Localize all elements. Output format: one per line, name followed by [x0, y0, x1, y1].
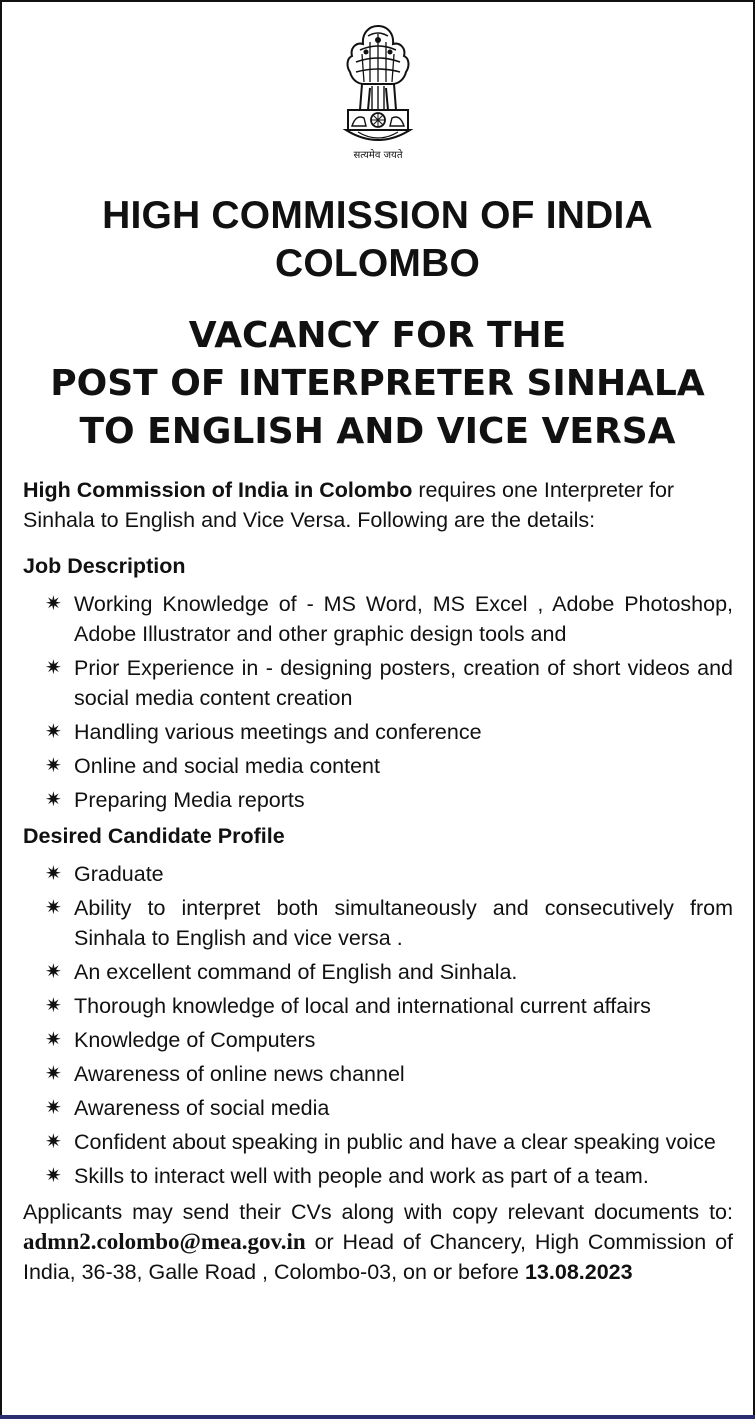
bullet-star-icon: ✷ [45, 897, 62, 919]
candidate-profile-item-text: Skills to interact well with people and work as part of a team. [74, 1164, 649, 1188]
vacancy-title-line-2: POST OF INTERPRETER SINHALA [50, 363, 705, 404]
vacancy-title-line-1: VACANCY FOR THE [188, 315, 567, 356]
bullet-star-icon: ✷ [45, 657, 62, 679]
job-description-item-text: Working Knowledge of - MS Word, MS Excel , Adobe Photoshop, Adobe Illustrator and other graphic design tools and [74, 592, 733, 646]
candidate-profile-item [23, 957, 733, 987]
closing-text-after: or Head of Chancery, High Commission of India, 36-38, Galle Road , Colombo-03, on or before [23, 1230, 733, 1284]
job-description-item-text: Handling various meetings and conference [74, 720, 482, 744]
candidate-profile-item-text: Knowledge of Computers [74, 1028, 316, 1052]
candidate-profile-item-text: Ability to interpret both simultaneously and consecutively from Sinhala to English and vice versa . [74, 896, 733, 950]
bullet-star-icon: ✷ [45, 863, 62, 885]
bullet-star-icon: ✷ [45, 1165, 62, 1187]
vacancy-title-line-3: TO ENGLISH AND VICE VERSA [79, 411, 676, 452]
candidate-profile-item-text: Awareness of social media [74, 1096, 330, 1120]
national-emblem [335, 22, 421, 164]
candidate-profile-item [23, 1127, 733, 1157]
job-description-item-text: Prior Experience in - designing posters, creation of short videos and social media content creation [74, 656, 733, 710]
contact-email[interactable]: admn2.colombo@mea.gov.in [23, 1229, 306, 1254]
candidate-profile-item [23, 859, 733, 889]
bullet-star-icon: ✷ [45, 789, 62, 811]
candidate-profile-item-text: Thorough knowledge of local and international current affairs [74, 994, 651, 1018]
bullet-star-icon: ✷ [45, 961, 62, 983]
notice-body [23, 475, 733, 1309]
org-title-line-2: COLOMBO [274, 242, 481, 285]
candidate-profile-item [23, 893, 733, 953]
bullet-star-icon: ✷ [45, 721, 62, 743]
bottom-rule [0, 1415, 755, 1419]
bullet-star-icon: ✷ [45, 593, 62, 615]
candidate-profile-item-text: An excellent command of English and Sinhala. [74, 960, 518, 984]
candidate-profile-item-text: Awareness of online news channel [74, 1062, 405, 1086]
candidate-profile-item [23, 1161, 733, 1191]
intro-paragraph [23, 475, 733, 535]
candidate-profile-item [23, 1059, 733, 1089]
candidate-profile-item-text: Confident about speaking in public and have a clear speaking voice [74, 1130, 716, 1154]
job-description-item [23, 717, 733, 747]
candidate-profile-item [23, 1025, 733, 1055]
application-deadline: 13.08.2023 [524, 1260, 633, 1284]
job-description-item [23, 653, 733, 713]
intro-org-name: High Commission of India in Colombo [23, 478, 413, 502]
bullet-star-icon: ✷ [45, 755, 62, 777]
organization-title [0, 192, 755, 288]
candidate-profile-list [23, 859, 733, 1191]
job-description-item-text: Online and social media content [74, 754, 380, 778]
candidate-profile-item [23, 991, 733, 1021]
job-description-item [23, 785, 733, 815]
bullet-star-icon: ✷ [45, 1097, 62, 1119]
job-description-item-text: Preparing Media reports [74, 788, 305, 812]
job-description-item [23, 589, 733, 649]
bullet-star-icon: ✷ [45, 1029, 62, 1051]
closing-text-before: Applicants may send their CVs along with copy relevant documents to: [23, 1200, 733, 1224]
emblem-motto: सत्यमेव जयते [353, 150, 403, 161]
candidate-profile-item [23, 1093, 733, 1123]
candidate-profile-heading: Desired Candidate Profile [23, 824, 285, 848]
job-description-item [23, 751, 733, 781]
candidate-profile-item-text: Graduate [74, 862, 164, 886]
national-emblem-icon [338, 22, 418, 150]
job-description-list [23, 589, 733, 815]
intro-text: requires one Interpreter for Sinhala to English and Vice Versa. Following are the details: [23, 478, 675, 532]
org-title-line-1: HIGH COMMISSION OF INDIA [102, 194, 653, 237]
job-description-heading: Job Description [23, 554, 186, 578]
closing-paragraph [23, 1197, 733, 1287]
vacancy-title [0, 312, 755, 456]
bullet-star-icon: ✷ [45, 1063, 62, 1085]
bullet-star-icon: ✷ [45, 995, 62, 1017]
bullet-star-icon: ✷ [45, 1131, 62, 1153]
